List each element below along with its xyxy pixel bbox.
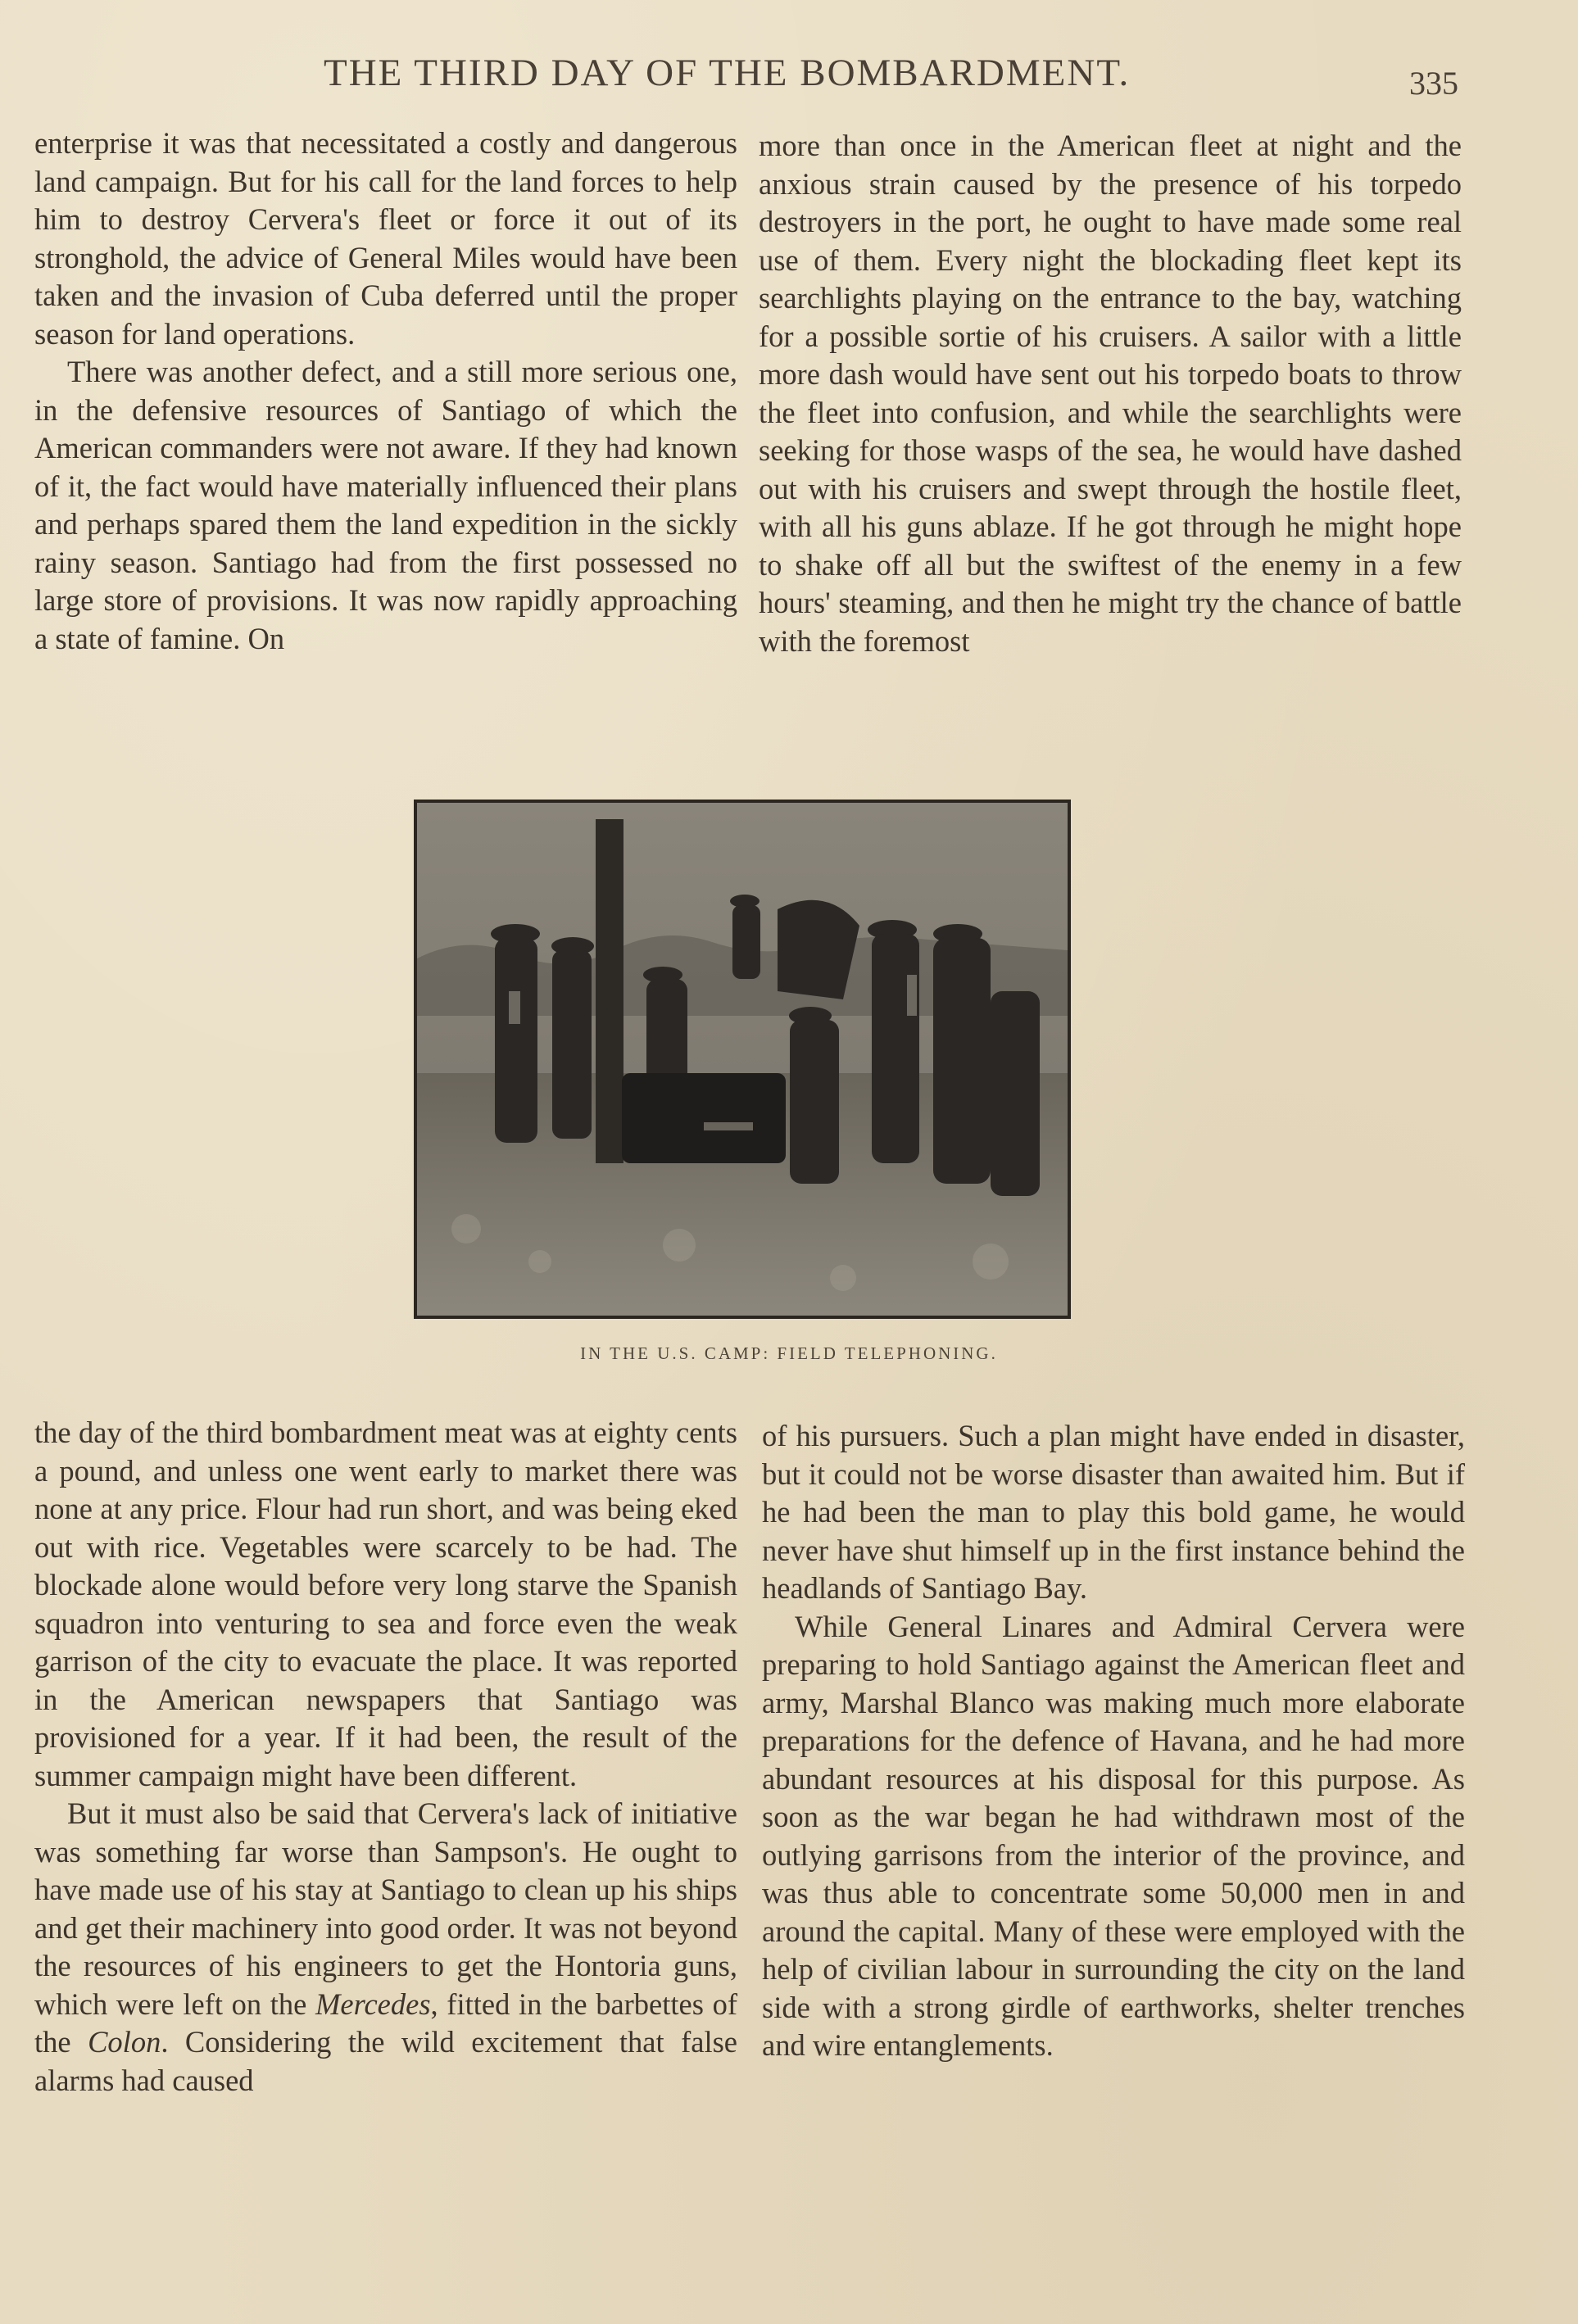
paragraph: of his pursuers. Such a plan might have ended in disaster, but it could not be worse disaster than awaited him. But if he had been the man to play this bold game, he would never have shut himself up in the first instance behind the headlands of Santiago Bay. — [762, 1419, 1465, 1605]
bottom-left-column — [34, 1414, 737, 2100]
paragraph-text: But it must also be said that Cervera's lack of initiative was something far worse than Sampson's. He ought to have made use of his stay at Santiago to clean up his ships and get their machinery into good order. It was not beyond the resources of his engineers to get the Hontoria guns, which were left on the — [34, 1796, 737, 2021]
paragraph: While General Linares and Admiral Cervera were preparing to hold Santiago against the American fleet and army, Marshal Blanco was making much more elaborate preparations for the defence of Havana, and he had more abundant resources at his disposal for this purpose. As soon as the war began he had withdrawn most of the outlying garrisons from the interior of the province, and was thus able to concentrate some 50,000 men in and around the capital. Many of these were employed with the help of civilian labour in surrounding the city on the land side with a strong girdle of earthworks, shelter trenches and wire entanglements. — [762, 1609, 1465, 2062]
ship-name-colon: Colon — [88, 2025, 161, 2059]
page-number: 335 — [1409, 65, 1458, 102]
paragraph: There was another defect, and a still more serious one, in the defensive resources of Santiago of which the American commanders were not aware. If they had known of it, the fact would have materially influenced their plans and perhaps spared them the land expedition in the sickly rainy season. Santiago had from the first possessed no large store of provisions. It was now rapidly approaching a state of famine. On — [34, 355, 737, 655]
figure-caption: IN THE U.S. CAMP: FIELD TELEPHONING. — [580, 1343, 998, 1363]
paragraph-text: . Considering the wild excitement that false alarms had caused — [34, 2025, 737, 2097]
paragraph — [34, 1795, 737, 2100]
top-right-column — [759, 127, 1462, 660]
bottom-right-column — [762, 1417, 1465, 2065]
running-title: THE THIRD DAY OF THE BOMBARDMENT. — [324, 52, 1131, 94]
paragraph-text: , fitted in the barbettes of the — [34, 1986, 737, 2059]
paragraph: more than once in the American fleet at night and the anxious strain caused by the presence of his torpedo destroyers in the port, he ought to have made some real use of them. Every night the blockading fleet kept its searchlights playing on the entrance to the bay, watching for a possible sortie of his cruisers. A sailor with a little more dash would have sent out his torpedo boats to throw the fleet into confusion, and while the searchlights were seeking for those wasps of the sea, he would have dashed out with his cruisers and swept through the hostile fleet, with all his guns ablaze. If he got through he might hope to shake off all but the swiftest of the enemy in a few hours' steaming, and then he might try the chance of battle with the foremost — [759, 129, 1462, 658]
photograph-illustration — [417, 803, 1068, 1316]
top-left-column — [34, 125, 737, 658]
camp-photograph — [414, 800, 1071, 1319]
paragraph: the day of the third bombardment meat was at eighty cents a pound, and unless one went early to market there was none at any price. Flour had run short, and was being eked out with rice. Vegetables were scarcely to be had. The blockade alone would before very long starve the Spanish squadron into venturing to sea and force even the weak garrison of the city to evacuate the place. It was reported in the American newspapers that Santiago was provisioned for a year. If it had been, the result of the summer campaign might have been different. — [34, 1416, 737, 1792]
ship-name-mercedes: Mercedes — [315, 1986, 431, 2021]
paragraph: enterprise it was that necessitated a costly and dangerous land campaign. But for his call for the land forces to help him to destroy Cervera's fleet or force it out of its stronghold, the advice of General Miles would have been taken and the invasion of Cuba deferred until the proper season for land operations. — [34, 126, 737, 351]
